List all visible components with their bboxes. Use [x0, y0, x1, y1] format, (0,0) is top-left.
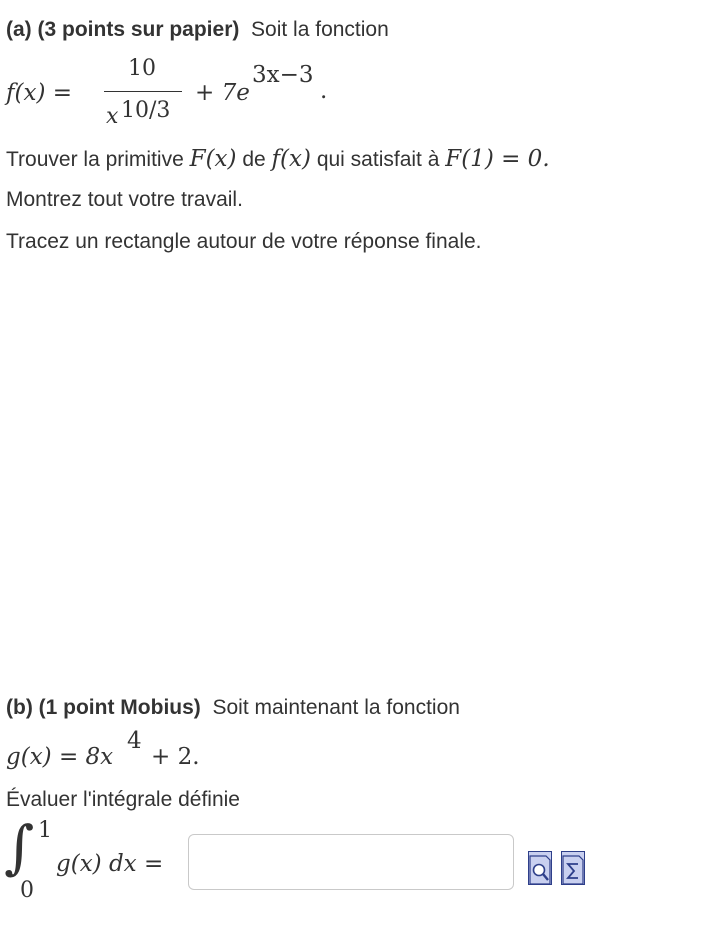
- integral-answer-input[interactable]: [188, 834, 514, 890]
- f-end-period: .: [320, 78, 328, 104]
- f-lhs: f(x) =: [6, 80, 73, 106]
- part-b-intro: Soit maintenant la fonction: [212, 696, 460, 719]
- integral-sign: ∫: [4, 813, 35, 881]
- part-a-instruction-3: Tracez un rectangle autour de votre réponse finale.: [6, 230, 482, 253]
- text-de: de: [242, 148, 266, 171]
- part-a-instruction-2: Montrez tout votre travail.: [6, 188, 243, 211]
- f-denominator-exp: 10/3: [121, 98, 171, 123]
- f-plus-term: + 7e: [195, 80, 250, 106]
- g-exponent: 4: [127, 728, 142, 754]
- text-qui-satisfait: qui satisfait à: [316, 148, 440, 171]
- math-f-of-x: f(x): [271, 146, 311, 172]
- part-a-heading: [6, 18, 389, 42]
- preview-button[interactable]: [528, 851, 552, 885]
- equation-sigma-icon: [562, 852, 586, 886]
- part-b-heading: [6, 696, 460, 720]
- part-a-instruction-1: [6, 146, 550, 172]
- f-numerator: 10: [128, 56, 156, 81]
- part-a-label: (a) (3 points sur papier): [6, 18, 240, 41]
- part-b-label: (b) (1 point Mobius): [6, 696, 201, 719]
- g-rest: + 2.: [151, 744, 200, 770]
- integral-upper-bound: 1: [38, 818, 52, 843]
- integral-lower-bound: 0: [20, 878, 34, 903]
- equation-editor-button[interactable]: [561, 851, 585, 885]
- math-F-of-x: F(x): [189, 146, 237, 172]
- f-plus-term-exp: 3x−3: [252, 62, 314, 88]
- part-b-instruction: Évaluer l'intégrale définie: [6, 788, 240, 811]
- fraction-bar: [104, 91, 182, 92]
- math-F1-equals-0: F(1) = 0.: [445, 146, 550, 172]
- preview-magnifier-icon: [529, 852, 553, 886]
- g-lhs: g(x) = 8x: [6, 744, 114, 770]
- integral-integrand: g(x) dx =: [56, 851, 164, 877]
- text-find-primitive: Trouver la primitive: [6, 148, 184, 171]
- f-denominator-base: x: [106, 104, 119, 129]
- part-a-intro: Soit la fonction: [251, 18, 389, 41]
